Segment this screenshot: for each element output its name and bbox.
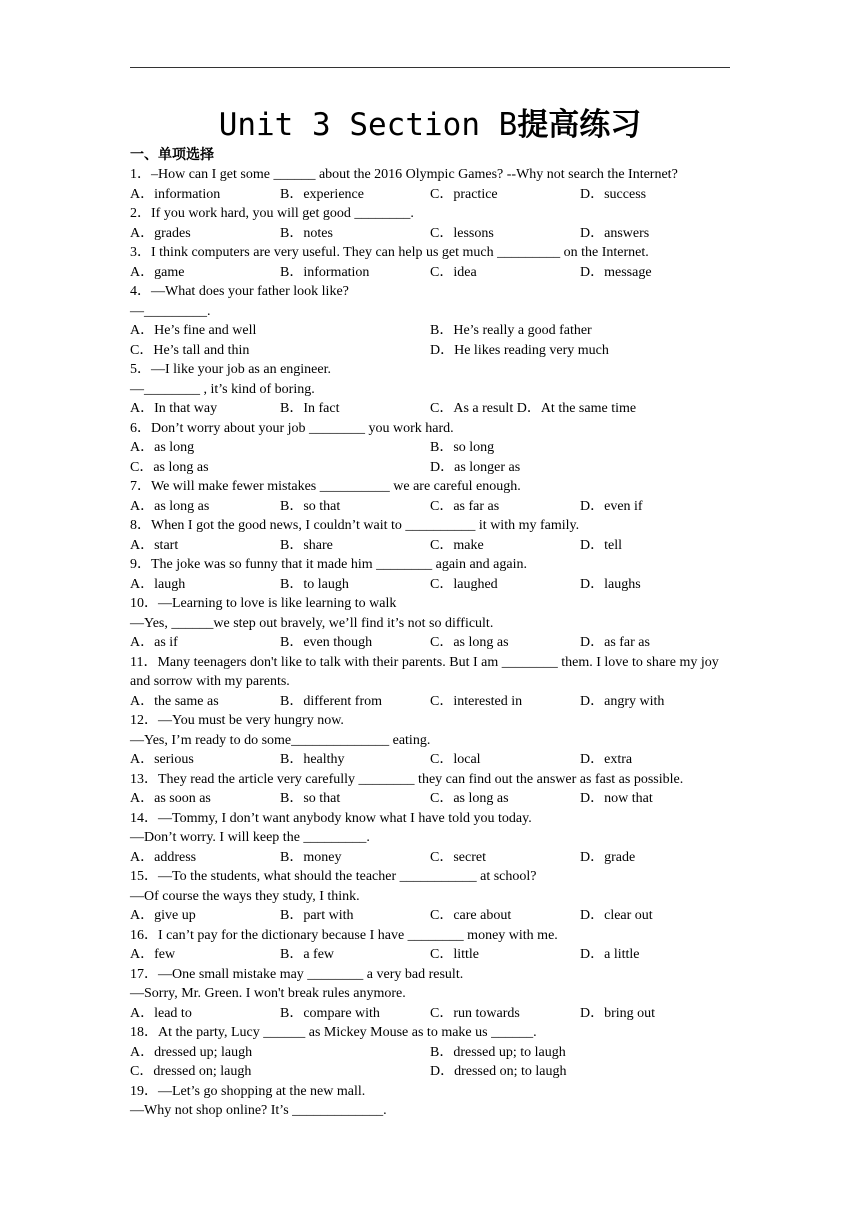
page-title — [130, 103, 730, 147]
options-row — [130, 575, 740, 595]
option-d[interactable]: D．clear out — [580, 908, 653, 923]
option-a[interactable]: A．lead to — [130, 1005, 192, 1021]
question-stem: 8．When I got the good news, I couldn’t wait to __________ it with my family. — [130, 518, 580, 533]
option-a[interactable]: A．as long as — [130, 498, 210, 514]
option-a[interactable]: A．He’s fine and well — [130, 323, 257, 338]
option-a[interactable]: A．as if — [130, 635, 178, 650]
options-row — [130, 185, 740, 205]
option-c[interactable]: C．as long as — [430, 791, 509, 806]
options-row — [130, 263, 740, 283]
options-row — [130, 1043, 740, 1082]
question-item — [130, 867, 740, 926]
option-c[interactable]: C．secret — [430, 849, 486, 865]
option-b[interactable]: B．compare with — [280, 1005, 380, 1021]
option-b[interactable]: B．so long — [430, 440, 495, 455]
question-stem: 13．They read the article very carefully ________ they can find out the answer as fast as possible. — [130, 771, 684, 787]
options-row — [130, 497, 740, 517]
question-stem: 5．—I like your job as an engineer. — [130, 362, 332, 377]
question-item — [130, 555, 740, 594]
option-d[interactable]: D．even if — [580, 498, 643, 514]
question-response-line: —________ , it’s kind of boring. — [130, 381, 315, 397]
question-response-line: —_________. — [130, 303, 211, 319]
option-b[interactable]: B．dressed up; to laugh — [430, 1044, 566, 1060]
option-a[interactable]: A．the same as — [130, 693, 219, 709]
options-row — [130, 633, 740, 653]
option-c[interactable]: C．dressed on; laugh — [130, 1064, 252, 1079]
option-a[interactable]: A．give up — [130, 908, 196, 923]
question-stem: 16．I can’t pay for the dictionary because I have ________ money with me. — [130, 927, 558, 943]
question-item — [130, 282, 740, 360]
option-b[interactable]: B．He’s really a good father — [430, 323, 592, 338]
options-row — [130, 321, 740, 360]
option-d[interactable]: D．dressed on; to laugh — [430, 1064, 567, 1079]
option-c[interactable]: C．practice — [430, 186, 498, 202]
option-a[interactable]: A．information — [130, 186, 221, 202]
title-latin: Unit 3 Section B — [218, 107, 518, 143]
option-c[interactable]: C．interested in — [430, 693, 523, 709]
option-a[interactable]: A．laugh — [130, 576, 186, 592]
option-a[interactable]: A．grades — [130, 225, 191, 241]
question-stem: 12．—You must be very hungry now. — [130, 713, 344, 728]
question-item — [130, 477, 740, 516]
options-row — [130, 848, 740, 868]
option-c[interactable]: C．run towards — [430, 1005, 520, 1021]
option-c[interactable]: C．as far as — [430, 498, 500, 514]
option-c[interactable]: C．laughed — [430, 576, 498, 592]
question-item — [130, 204, 740, 243]
question-item — [130, 165, 740, 204]
question-stem: 9．The joke was so funny that it made him ________ again and again. — [130, 557, 527, 572]
option-c[interactable]: C．As a result D．At the same time — [430, 401, 637, 416]
question-stem: 11．Many teenagers don't like to talk with their parents. But I am ________ them. I love to share my joy and sorrow with my parents. — [130, 654, 719, 689]
option-b[interactable]: B．experience — [280, 186, 364, 202]
option-a[interactable]: A．start — [130, 537, 179, 553]
option-d[interactable]: D．angry with — [580, 693, 665, 709]
question-stem: 1．–How can I get some ______ about the 2016 Olympic Games? --Why not search the Internet? — [130, 167, 678, 182]
option-b[interactable]: B．In fact — [280, 401, 340, 416]
question-item — [130, 809, 740, 868]
title-cjk: 提高练习 — [517, 107, 642, 143]
question-item — [130, 594, 740, 653]
question-stem: 4．—What does your father look like? — [130, 284, 349, 299]
options-row — [130, 750, 740, 770]
option-b[interactable]: B．even though — [280, 635, 373, 650]
question-response-line: —Sorry, Mr. Green. I won't break rules anymore. — [130, 986, 406, 1001]
question-stem: 6．Don’t worry about your job ________ you work hard. — [130, 420, 454, 436]
option-d[interactable]: D．message — [580, 264, 652, 280]
option-a[interactable]: A．In that way — [130, 401, 218, 416]
question-response-line: —Yes, ______we step out bravely, we’ll find it’s not so difficult. — [130, 615, 494, 631]
question-response-line: —Yes, I’m ready to do some______________ eating. — [130, 732, 431, 748]
option-a[interactable]: A．few — [130, 947, 176, 962]
option-b[interactable]: B．so that — [280, 791, 341, 806]
option-d[interactable]: D．laughs — [580, 576, 641, 592]
section-heading: 一、单项选择 — [130, 148, 214, 163]
option-c[interactable]: C．local — [430, 752, 481, 767]
question-response-line: —Don’t worry. I will keep the _________. — [130, 830, 370, 845]
option-b[interactable]: B．to laugh — [280, 576, 349, 592]
question-stem: 18．At the party, Lucy ______ as Mickey Mouse as to make us ______. — [130, 1025, 537, 1040]
question-list — [130, 165, 740, 1121]
options-row — [130, 789, 740, 809]
question-item — [130, 770, 740, 809]
options-row — [130, 399, 740, 419]
option-b[interactable]: B．notes — [280, 225, 333, 241]
question-item — [130, 1082, 740, 1121]
question-item — [130, 926, 740, 965]
question-stem: 17．—One small mistake may ________ a very bad result. — [130, 966, 464, 982]
option-d[interactable]: D．bring out — [580, 1005, 656, 1021]
question-item — [130, 1023, 740, 1082]
option-d[interactable]: D．success — [580, 186, 647, 202]
options-row — [130, 945, 740, 965]
option-b[interactable]: B．part with — [280, 908, 354, 923]
option-a[interactable]: A．as soon as — [130, 791, 211, 806]
option-c[interactable]: C．lessons — [430, 225, 494, 241]
options-row — [130, 438, 740, 477]
option-d[interactable]: D．now that — [580, 791, 653, 806]
option-d[interactable]: D．extra — [580, 752, 633, 767]
question-item — [130, 419, 740, 478]
options-row — [130, 536, 740, 556]
question-item — [130, 965, 740, 1024]
question-stem: 14．—Tommy, I don’t want anybody know what I have told you today. — [130, 810, 532, 826]
question-item — [130, 360, 740, 419]
option-b[interactable]: B．healthy — [280, 752, 345, 767]
question-stem: 10．—Learning to love is like learning to walk — [130, 596, 397, 611]
options-row — [130, 906, 740, 926]
question-stem: 2．If you work hard, you will get good ________. — [130, 206, 414, 221]
option-a[interactable]: A．game — [130, 264, 185, 280]
option-c[interactable]: C．care about — [430, 908, 512, 923]
option-b[interactable]: B．information — [280, 264, 370, 280]
option-a[interactable]: A．as long — [130, 440, 195, 455]
option-d[interactable]: D．answers — [580, 225, 650, 241]
header-rule — [130, 67, 730, 68]
option-c[interactable]: C．as long as — [430, 635, 509, 650]
question-stem: 3．I think computers are very useful. They can help us get much _________ on the Internet. — [130, 245, 649, 260]
question-item — [130, 243, 740, 282]
question-stem: 7．We will make fewer mistakes __________ we are careful enough. — [130, 479, 521, 494]
option-a[interactable]: A．address — [130, 849, 197, 865]
option-a[interactable]: A．serious — [130, 752, 194, 767]
option-b[interactable]: B．so that — [280, 498, 341, 514]
option-d[interactable]: D．tell — [580, 537, 622, 553]
option-b[interactable]: B．different from — [280, 693, 382, 709]
option-d[interactable]: D．as far as — [580, 635, 650, 650]
options-row — [130, 224, 740, 244]
question-stem: 15．—To the students, what should the teacher ___________ at school? — [130, 869, 537, 884]
option-b[interactable]: B．share — [280, 537, 333, 553]
question-item — [130, 516, 740, 555]
question-response-line: —Of course the ways they study, I think. — [130, 888, 360, 904]
option-d[interactable]: D．He likes reading very much — [430, 342, 609, 358]
option-b[interactable]: B．a few — [280, 947, 335, 962]
option-b[interactable]: B．money — [280, 849, 342, 865]
question-response-line: —Why not shop online? It’s _____________. — [130, 1103, 387, 1118]
option-a[interactable]: A．dressed up; laugh — [130, 1044, 253, 1060]
options-row — [130, 1004, 740, 1024]
option-d[interactable]: D．a little — [580, 947, 640, 962]
option-d[interactable]: D．grade — [580, 849, 636, 865]
question-item — [130, 711, 740, 770]
option-c[interactable]: C．make — [430, 537, 484, 553]
option-c[interactable]: C．little — [430, 947, 479, 962]
question-stem: 19．—Let’s go shopping at the new mall. — [130, 1083, 366, 1099]
option-c[interactable]: C．He’s tall and thin — [130, 342, 250, 358]
option-c[interactable]: C．idea — [430, 264, 477, 280]
option-c[interactable]: C．as long as — [130, 459, 209, 475]
question-item — [130, 653, 740, 712]
option-d[interactable]: D．as longer as — [430, 459, 521, 475]
options-row — [130, 692, 740, 712]
